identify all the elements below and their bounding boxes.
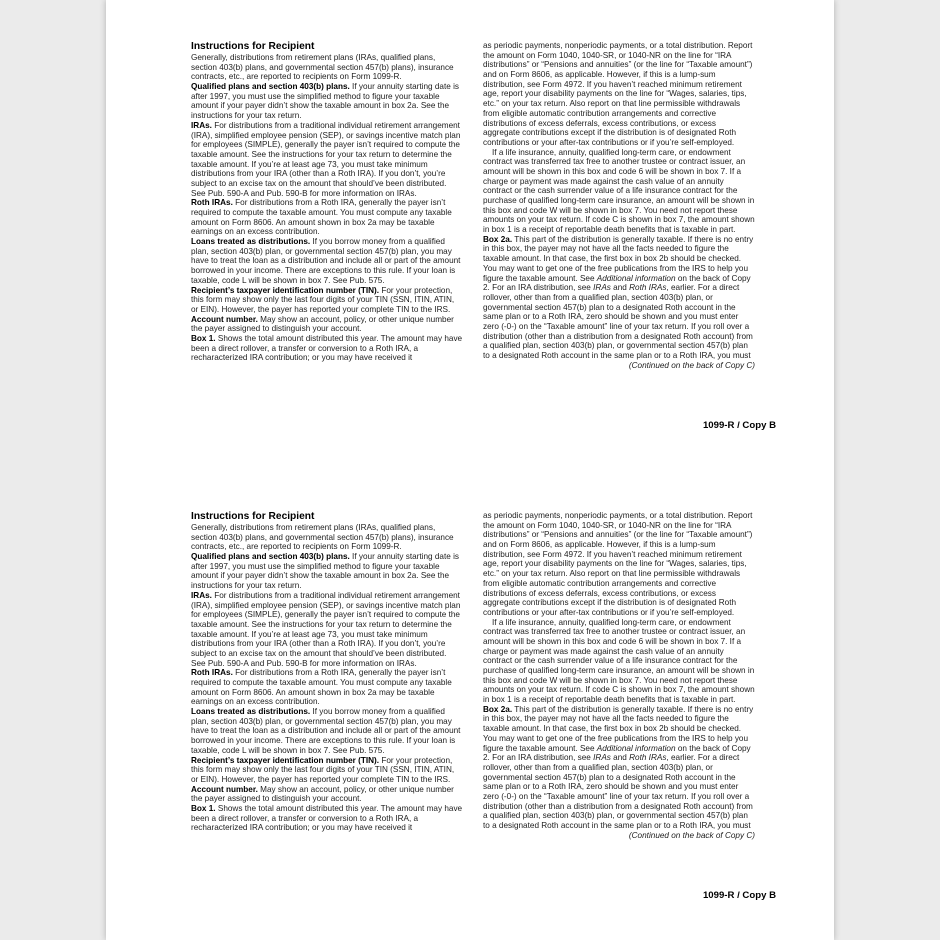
loans-paragraph: Loans treated as distributions. If you borrow money from a qualified plan, section 403(b) plan, or governmental section 457(b) plan, you may have to treat the loan as a distribution and include all or part of the amount borrowed in your income. There are exceptions to this rule. If your loan is taxable, code L will be shown in box 7. See Pub. 575. — [191, 237, 461, 285]
account-number-paragraph: Account number. May show an account, policy, or other unique number the payer assigned to distinguish your account. — [191, 784, 454, 804]
copy-panel-top — [106, 0, 834, 470]
box2a-paragraph: Box 2a. This part of the distribution is generally taxable. If there is no entry in this box, the payer may not have all the facts needed to figure the taxable amount. In that case, the first box in box 2b should be checked. You may want to get one of the free publications from the IRS to help you figure the taxable amount. See Additional information on the back of Copy 2. For an IRA distribution, see IRAs and Roth IRAs, earlier. For a direct rollover, other than from a qualified plan, section 403(b) plan, or governmental section 457(b) plan to a designated Roth account in the same plan or to a Roth IRA, zero should be shown and you must enter zero (-0-) on the “Taxable amount” line of your tax return. If you roll over a distribution (other than a distribution from a designated Roth account) from a qualified plan, section 403(b) plan, or governmental section 457(b) plan to a designated Roth account in the same plan or to a Roth IRA, you must — [483, 704, 754, 830]
form-sheet — [106, 0, 834, 940]
copy-label: 1099-R / Copy B — [702, 420, 776, 431]
box1-insurance-paragraph: If a life insurance, annuity, qualified long-term care, or endowment contract was transferred tax free to another trustee or contract issuer, an amount will be shown in this box and code 6 will be shown in box 7. If a charge or payment was made against the cash value of an annuity contract or the cash surrender value of a life insurance contract for the purchase of qualified long-term care insurance, an amount will be shown in this box and code W will be shown in box 7. You need not report these amounts on your tax return. If code C is shown in box 7, the amount shown in box 1 is a receipt of reportable death benefits that is taxable in part. — [483, 147, 755, 235]
left-column — [191, 511, 463, 833]
copy-label: 1099-R / Copy B — [702, 890, 776, 901]
intro-paragraph: Generally, distributions from retirement plans (IRAs, qualified plans, section 403(b) plans, and governmental section 457(b) plans), insurance contracts, etc., are reported to recipients on Form 1099-R. — [191, 53, 454, 82]
continued-note: (Continued on the back of Copy C) — [628, 360, 755, 370]
box1-insurance-paragraph: If a life insurance, annuity, qualified long-term care, or endowment contract was transferred tax free to another trustee or contract issuer, an amount will be shown in this box and code 6 will be shown in box 7. If a charge or payment was made against the cash value of an annuity contract or the cash surrender value of a life insurance contract for the purchase of qualified long-term care insurance, an amount will be shown in this box and code W will be shown in box 7. You need not report these amounts on your tax return. If code C is shown in box 7, the amount shown in box 1 is a receipt of reportable death benefits that is taxable in part. — [483, 617, 755, 705]
tin-paragraph: Recipient’s taxpayer identification number (TIN). For your protection, this form may show only the last four digits of your TIN (SSN, ITIN, ATIN, or EIN). However, the payer has reported your complete TIN to the IRS. — [191, 285, 455, 314]
copy-panel-bottom — [106, 470, 834, 940]
account-number-paragraph: Account number. May show an account, policy, or other unique number the payer assigned to distinguish your account. — [191, 314, 454, 334]
box1-paragraph: Box 1. Shows the total amount distributed this year. The amount may have been a direct rollover, a transfer or conversion to a Roth IRA, a recharacterized IRA contribution; or you may have received it — [191, 803, 463, 833]
iras-paragraph: IRAs. For distributions from a traditional individual retirement arrangement (IRA), simplified employee pension (SEP), or savings incentive match plan for employees (SIMPLE), generally the payer isn’t required to compute the taxable amount. See the instructions for your tax return to determine the taxable amount. If you’re at least age 73, you must take minimum distributions from your IRA (other than a Roth IRA). If you don’t, you’re subject to an excise tax on the amount that should’ve been distributed. See Pub. 590-A and Pub. 590-B for more information on IRAs. — [191, 590, 461, 668]
box1-continued-paragraph: as periodic payments, nonperiodic payments, or a total distribution. Report the amount on Form 1040, 1040-SR, or 1040-NR on the line for “IRA distributions” or “Pensions and annuities” (or the line for “Taxable amount”) and on Form 8606, as applicable. However, if this is a lump-sum distribution, see Form 4972. If you haven’t reached minimum retirement age, report your disability payments on the line for “Wages, salaries, tips, etc.” on your tax return. Also report on that line permissible withdrawals from eligible automatic contribution arrangements and corrective distributions of excess deferrals, excess contributions, or excess aggregate contributions except if the distribution is of designated Roth contributions or your after-tax contributions or if you’re self-employed. — [483, 41, 753, 147]
right-column — [483, 41, 755, 370]
iras-paragraph: IRAs. For distributions from a traditional individual retirement arrangement (IRA), simplified employee pension (SEP), or savings incentive match plan for employees (SIMPLE), generally the payer isn’t required to compute the taxable amount. See the instructions for your tax return to determine the taxable amount. If you’re at least age 73, you must take minimum distributions from your IRA (other than a Roth IRA). If you don’t, you’re subject to an excise tax on the amount that should’ve been distributed. See Pub. 590-A and Pub. 590-B for more information on IRAs. — [191, 120, 461, 198]
box2a-paragraph: Box 2a. This part of the distribution is generally taxable. If there is no entry in this box, the payer may not have all the facts needed to figure the taxable amount. In that case, the first box in box 2b should be checked. You may want to get one of the free publications from the IRS to help you figure the taxable amount. See Additional information on the back of Copy 2. For an IRA distribution, see IRAs and Roth IRAs, earlier. For a direct rollover, other than from a qualified plan, section 403(b) plan, or governmental section 457(b) plan to a designated Roth account in the same plan or to a Roth IRA, zero should be shown and you must enter zero (-0-) on the “Taxable amount” line of your tax return. If you roll over a distribution (other than a distribution from a designated Roth account) from a qualified plan, section 403(b) plan, or governmental section 457(b) plan to a designated Roth account in the same plan or to a Roth IRA, you must — [483, 234, 754, 360]
continued-note: (Continued on the back of Copy C) — [628, 830, 755, 840]
qualified-plans-paragraph: Qualified plans and section 403(b) plans. If your annuity starting date is after 1997, you must use the simplified method to figure your taxable amount if your payer didn’t show the taxable amount in box 2a. See the instructions for your tax return. — [191, 552, 460, 591]
roth-iras-paragraph: Roth IRAs. For distributions from a Roth IRA, generally the payer isn’t required to compute the taxable amount. You must compute any taxable amount on Form 8606. An amount shown in box 2a may be taxable earnings on an excess contribution. — [191, 668, 452, 707]
qualified-plans-paragraph: Qualified plans and section 403(b) plans. If your annuity starting date is after 1997, you must use the simplified method to figure your taxable amount if your payer didn’t show the taxable amount in box 2a. See the instructions for your tax return. — [191, 82, 460, 121]
tin-paragraph: Recipient’s taxpayer identification number (TIN). For your protection, this form may show only the last four digits of your TIN (SSN, ITIN, ATIN, or EIN). However, the payer has reported your complete TIN to the IRS. — [191, 755, 455, 784]
right-column — [483, 511, 755, 840]
roth-iras-paragraph: Roth IRAs. For distributions from a Roth IRA, generally the payer isn’t required to compute the taxable amount. You must compute any taxable amount on Form 8606. An amount shown in box 2a may be taxable earnings on an excess contribution. — [191, 198, 452, 237]
box1-continued-paragraph: as periodic payments, nonperiodic payments, or a total distribution. Report the amount on Form 1040, 1040-SR, or 1040-NR on the line for “IRA distributions” or “Pensions and annuities” (or the line for “Taxable amount”) and on Form 8606, as applicable. However, if this is a lump-sum distribution, see Form 4972. If you haven’t reached minimum retirement age, report your disability payments on the line for “Wages, salaries, tips, etc.” on your tax return. Also report on that line permissible withdrawals from eligible automatic contribution arrangements and corrective distributions of excess deferrals, excess contributions, or excess aggregate contributions except if the distribution is of designated Roth contributions or your after-tax contributions or if you’re self-employed. — [483, 511, 753, 617]
instructions-title: Instructions for Recipient — [191, 41, 315, 52]
instructions-title: Instructions for Recipient — [191, 511, 315, 522]
intro-paragraph: Generally, distributions from retirement plans (IRAs, qualified plans, section 403(b) plans, and governmental section 457(b) plans), insurance contracts, etc., are reported to recipients on Form 1099-R. — [191, 523, 454, 552]
loans-paragraph: Loans treated as distributions. If you borrow money from a qualified plan, section 403(b) plan, or governmental section 457(b) plan, you may have to treat the loan as a distribution and include all or part of the amount borrowed in your income. There are exceptions to this rule. If your loan is taxable, code L will be shown in box 7. See Pub. 575. — [191, 707, 461, 755]
box1-paragraph: Box 1. Shows the total amount distributed this year. The amount may have been a direct rollover, a transfer or conversion to a Roth IRA, a recharacterized IRA contribution; or you may have received it — [191, 333, 463, 363]
left-column — [191, 41, 463, 363]
